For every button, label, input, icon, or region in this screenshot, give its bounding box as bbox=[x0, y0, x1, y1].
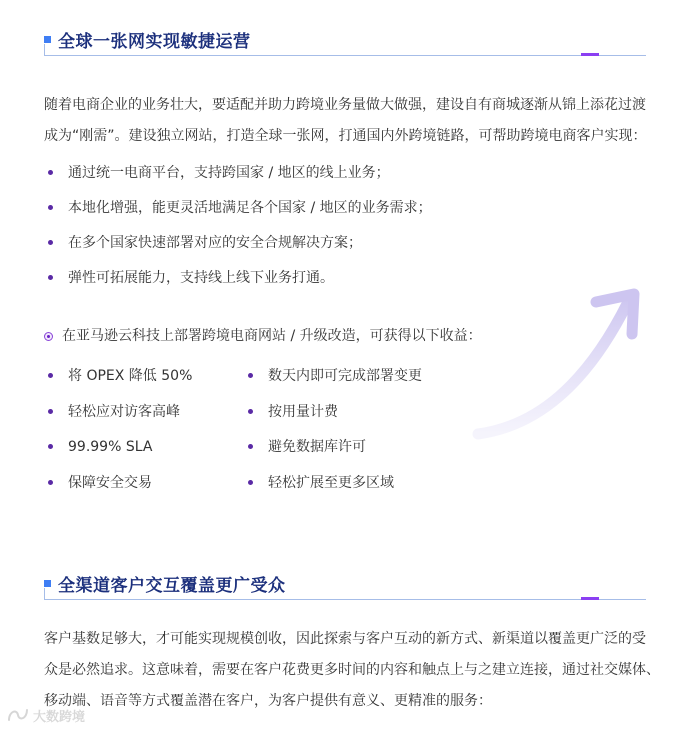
section-2-body bbox=[44, 624, 660, 717]
bullet-dot-icon bbox=[48, 480, 53, 485]
list-item: 按用量计费 bbox=[244, 402, 422, 438]
bullet-dot-icon bbox=[48, 240, 53, 245]
paragraph-line: 随着电商企业的业务壮大，要适配并助力跨境业务量做大做强，建设自有商城逐渐从锦上添花过渡 bbox=[44, 97, 646, 113]
list-item: 弹性可拓展能力，支持线上线下业务打通。 bbox=[44, 268, 432, 303]
list-item: 保障安全交易 bbox=[44, 473, 192, 509]
brand-logo-icon bbox=[6, 706, 30, 724]
list-item: 轻松扩展至更多区域 bbox=[244, 473, 422, 509]
growth-arrow-icon bbox=[466, 286, 646, 496]
section-1-title: 全球一张网实现敏捷运营 bbox=[58, 32, 251, 52]
bullet-dot-icon bbox=[48, 170, 53, 175]
heading-accent-bar bbox=[581, 53, 599, 56]
list-item: 99.99% SLA bbox=[44, 437, 192, 473]
section-2-heading bbox=[44, 574, 646, 598]
bullet-dot-icon bbox=[248, 409, 253, 414]
target-dot-icon bbox=[44, 332, 53, 341]
paragraph-line: 客户基数足够大，才可能实现规模创收，因此探索与客户互动的新方式、新渠道以覆盖更广泛的受 bbox=[44, 631, 646, 647]
list-item: 数天内即可完成部署变更 bbox=[244, 366, 422, 402]
watermark bbox=[6, 704, 85, 726]
paragraph-line: 移动端、语音等方式覆盖潜在客户，为客户提供有意义、更精准的服务： bbox=[44, 693, 492, 709]
bullet-dot-icon bbox=[48, 275, 53, 280]
watermark-text: 大数跨境 bbox=[33, 709, 86, 725]
benefits-intro bbox=[44, 326, 482, 346]
bullet-dot-icon bbox=[248, 373, 253, 378]
benefits-list-left bbox=[44, 366, 192, 508]
benefits-intro-text: 在亚马逊云科技上部署跨境电商网站 / 升级改造，可获得以下收益： bbox=[62, 328, 482, 344]
list-item: 将 OPEX 降低 50% bbox=[44, 366, 192, 402]
bullet-dot-icon bbox=[48, 409, 53, 414]
list-item: 轻松应对访客高峰 bbox=[44, 402, 192, 438]
heading-accent-bar bbox=[581, 597, 599, 600]
section-1-intro bbox=[44, 90, 646, 152]
list-item: 本地化增强，能更灵活地满足各个国家 / 地区的业务需求； bbox=[44, 198, 432, 233]
list-item: 避免数据库许可 bbox=[244, 437, 422, 473]
requirements-list bbox=[44, 163, 432, 303]
list-item: 在多个国家快速部署对应的安全合规解决方案； bbox=[44, 233, 432, 268]
heading-marker-icon bbox=[44, 36, 51, 43]
bullet-dot-icon bbox=[248, 444, 253, 449]
list-item: 通过统一电商平台，支持跨国家 / 地区的线上业务； bbox=[44, 163, 432, 198]
heading-rule bbox=[44, 588, 646, 600]
bullet-dot-icon bbox=[48, 373, 53, 378]
bullet-dot-icon bbox=[48, 205, 53, 210]
bullet-dot-icon bbox=[248, 480, 253, 485]
section-2-title: 全渠道客户交互覆盖更广受众 bbox=[58, 576, 286, 596]
section-1-heading bbox=[44, 30, 646, 54]
heading-rule bbox=[44, 44, 646, 56]
benefits-list-right bbox=[244, 366, 422, 508]
paragraph-line: 众是必然追求。这意味着，需要在客户花费更多时间的内容和触点上与之建立连接，通过社交媒体、 bbox=[44, 662, 660, 678]
bullet-dot-icon bbox=[48, 444, 53, 449]
heading-marker-icon bbox=[44, 580, 51, 587]
paragraph-line: 成为“刚需”。建设独立网站，打造全球一张网，打通国内外跨境链路，可帮助跨境电商客户实现： bbox=[44, 128, 647, 144]
